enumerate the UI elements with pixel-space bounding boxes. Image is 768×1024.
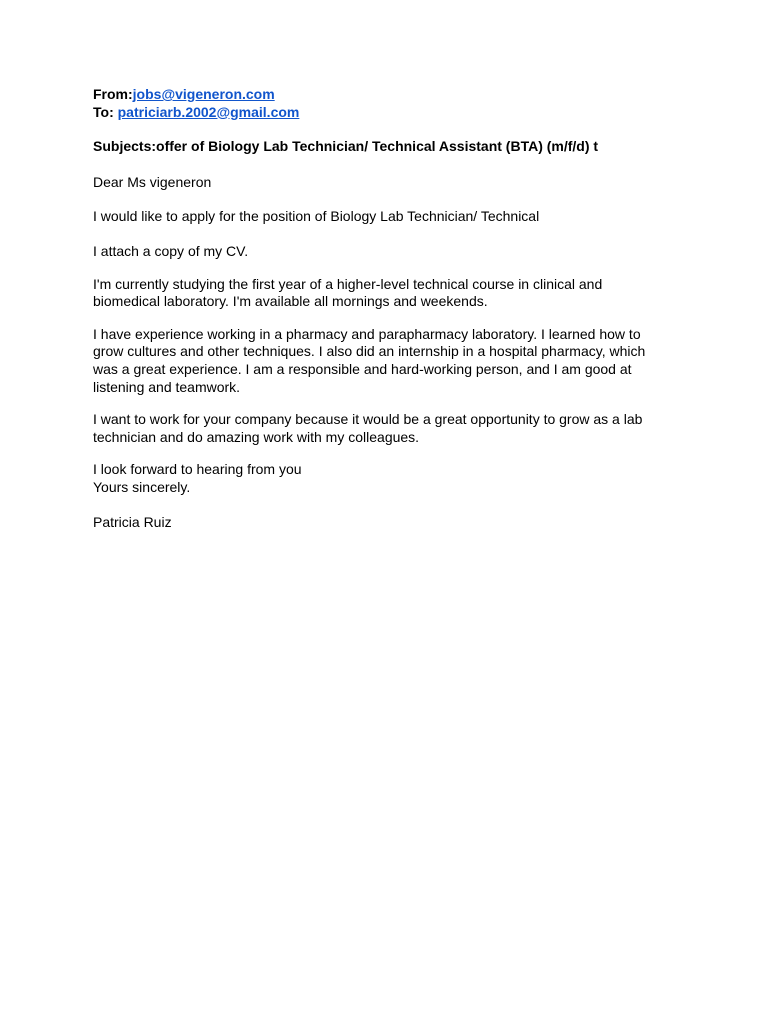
application-paragraph: I would like to apply for the position of Biology Lab Technician/ Technical: [93, 208, 540, 225]
to-line: [93, 104, 663, 122]
to-label: To:: [93, 103, 114, 120]
cv-attachment-paragraph: I attach a copy of my CV.: [93, 242, 249, 259]
salutation: Dear Ms vigeneron: [93, 173, 212, 190]
motivation-paragraph: I want to work for your company because it would be a great opportunity to grow as a lab technician and do amazing work with my colleagues.: [93, 411, 643, 445]
subject-text: offer of Biology Lab Technician/ Technical Assistant (BTA) (m/f/d) t: [156, 138, 599, 155]
letter-document: [93, 86, 663, 531]
subject-line: [93, 138, 663, 156]
from-email-link[interactable]: jobs@vigeneron.com: [132, 86, 275, 102]
from-line: [93, 86, 663, 104]
from-label: From:: [93, 86, 133, 102]
studies-paragraph: I'm currently studying the first year of a higher-level technical course in clinical and biomedical laboratory. I'm available all mornings and weekends.: [93, 275, 603, 310]
signature-name: Patricia Ruiz: [93, 513, 172, 530]
closing-line: I look forward to hearing from you: [93, 461, 302, 478]
subject-label: Subjects:: [93, 138, 157, 155]
to-email-link[interactable]: patriciarb.2002@gmail.com: [117, 103, 300, 120]
closing-sincerely: Yours sincerely.: [93, 478, 191, 495]
closing-block: [93, 461, 663, 496]
experience-paragraph: I have experience working in a pharmacy and parapharmacy laboratory. I learned how to grow cultures and other techniques. I also did an internship in a hospital pharmacy, which was a great experience. I am a responsible and hard-working person, and I am good at listening and teamwork.: [93, 325, 646, 395]
